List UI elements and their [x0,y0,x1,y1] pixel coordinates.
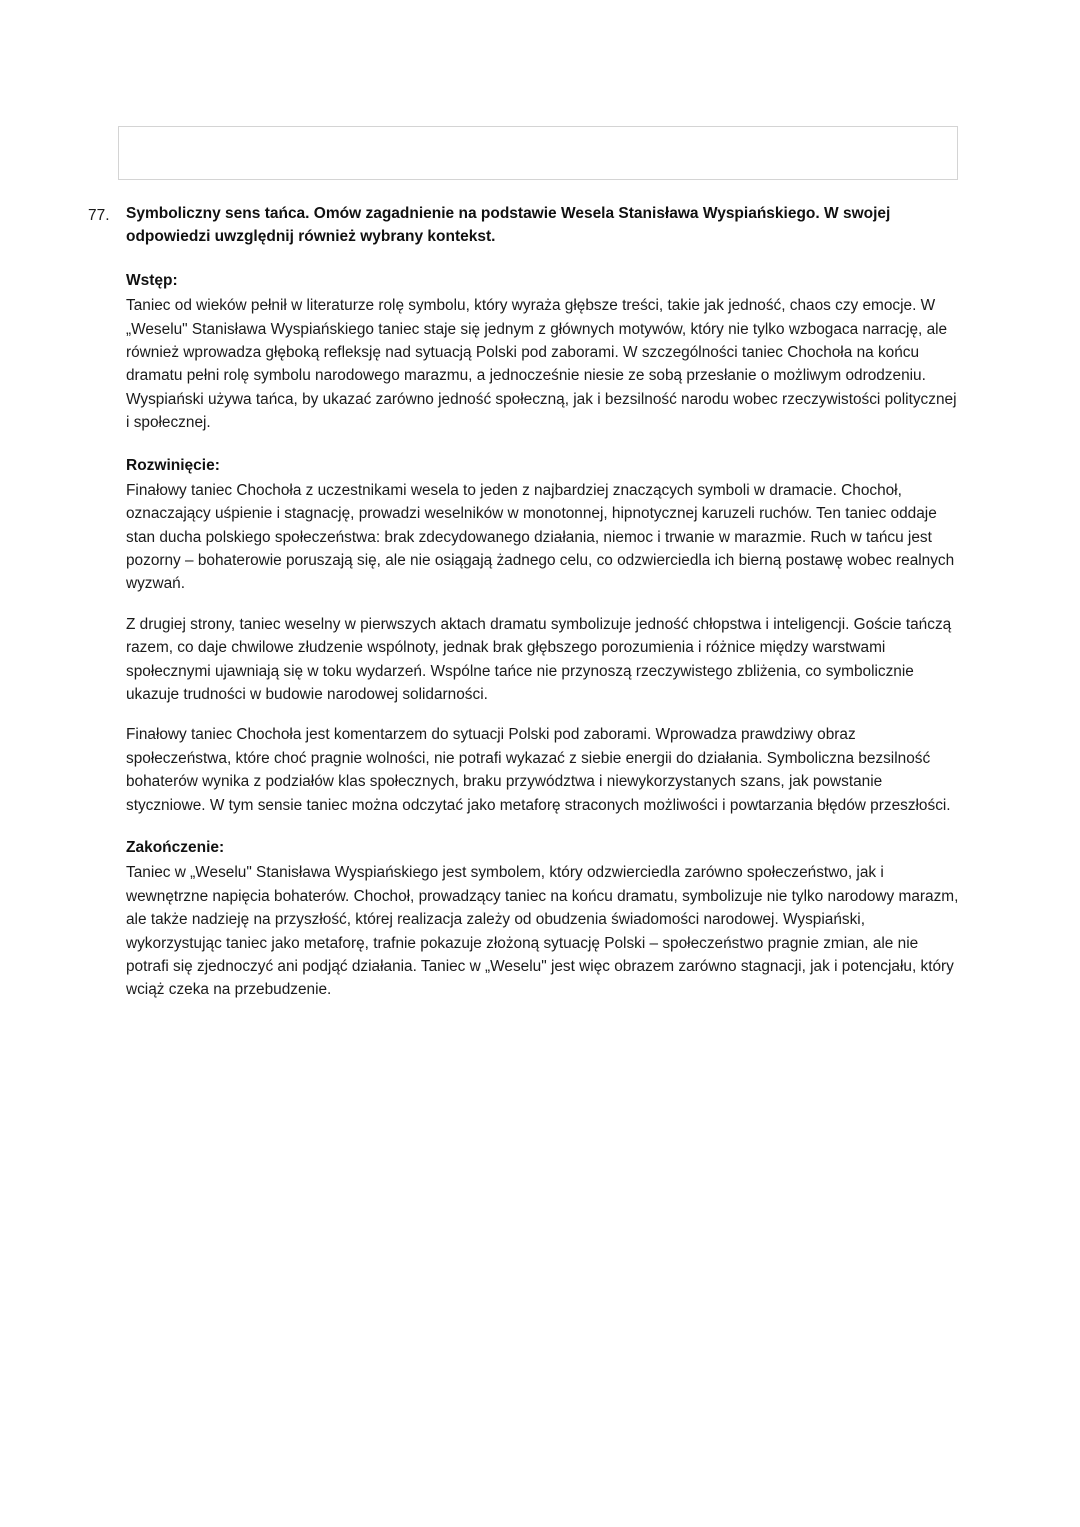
task-title: Symboliczny sens tańca. Omów zagadnienie na podstawie Wesela Stanisława Wyspiańskiego. W swojej odpowiedzi uwzględnij również wybrany kontekst. [126,205,891,245]
task-body [126,203,960,1021]
document-content [88,203,960,1021]
header-placeholder-box [118,126,958,180]
paragraph-rozwiniecie-2: Z drugiej strony, taniec weselny w pierwszych aktach dramatu symbolizuje jedność chłopstwa i inteligencji. Goście tańczą razem, co daje chwilowe złudzenie wspólnoty, jednak brak głębszego porozumienia i różnice między warstwami społecznymi ujawniają się w toku wydarzeń. Wspólne tańce nie przynoszą rzeczywistego zbliżenia, co symbolicznie ukazuje trudności w budowie narodowej solidarności. [126,615,952,704]
section-heading-wstep: Wstęp: [126,271,178,289]
section-rozwiniecie [126,454,960,818]
section-wstep [126,269,960,435]
paragraph-rozwiniecie-3: Finałowy taniec Chochoła jest komentarzem do sytuacji Polski pod zaborami. Wprowadza prawdziwy obraz społeczeństwa, które choć pragnie wolności, nie potrafi wykazać z siebie energii do działania. Symboliczna bezsilność bohaterów wynika z podziałów klas społecznych, braku przywództwa i niewykorzystanych szans, jak powstanie styczniowe. W tym sensie taniec można odczytać jako metaforę straconych możliwości i powtarzania błędów przeszłości. [126,726,951,814]
section-heading-zakonczenie: Zakończenie: [126,839,225,857]
paragraph-rozwiniecie-1: Finałowy taniec Chochoła z uczestnikami wesela to jeden z najbardziej znaczących symboli w dramacie. Chochoł, oznaczający uśpienie i stagnację, prowadzi weselników w monotonnej, hipnotycznej karuzeli ruchów. Ten taniec oddaje stan ducha polskiego społeczeństwa: brak zdecydowanego działania, niemoc i trwanie w marazmie. Ruch w tańcu jest pozorny – bohaterowie poruszają się, ale nie osiągają żadnego celu, co odzwierciedla ich bierną postawę wobec realnych wyzwań. [126,481,955,593]
paragraph-wstep-1: Taniec od wieków pełnił w literaturze rolę symbolu, który wyraża głębsze treści, takie jak jedność, chaos czy emocje. W „Weselu" Stanisława Wyspiańskiego taniec staje się jednym z głównych motywów, który nie tylko wzbogaca narrację, ale również wprowadza głęboką refleksję nad sytuacją Polski pod zaborami. W szczególności taniec Chochoła na końcu dramatu pełni rolę symbolu narodowego marazmu, a jednocześnie niesie ze sobą przesłanie o możliwym odrodzeniu. Wyspiański używa tańca, by ukazać zarówno jedność społeczną, jak i bezsilność narodu wobec rzeczywistości politycznej i społecznej. [126,297,957,432]
task-number: 77. [88,207,110,224]
section-zakonczenie [126,836,960,1002]
section-heading-rozwiniecie: Rozwinięcie: [126,456,220,474]
paragraph-zakonczenie-1: Taniec w „Weselu" Stanisława Wyspiańskiego jest symbolem, który odzwierciedla zarówno społeczeństwo, jak i wewnętrzne napięcia bohaterów. Chochoł, prowadzący taniec na końcu dramatu, symbolizuje nie tylko narodowy marazm, ale także nadzieję na przyszłość, której realizacja zależy od obudzenia świadomości narodowej. Wyspiański, wykorzystując taniec jako metaforę, trafnie pokazuje złożoną sytuację Polski – społeczeństwo pragnie zmian, ale nie potrafi się zjednoczyć ani podjąć działania. Taniec w „Weselu" jest więc obrazem zarówno stagnacji, jak i potencjału, który wciąż czeka na przebudzenie. [126,864,959,999]
task-block [88,203,960,1021]
